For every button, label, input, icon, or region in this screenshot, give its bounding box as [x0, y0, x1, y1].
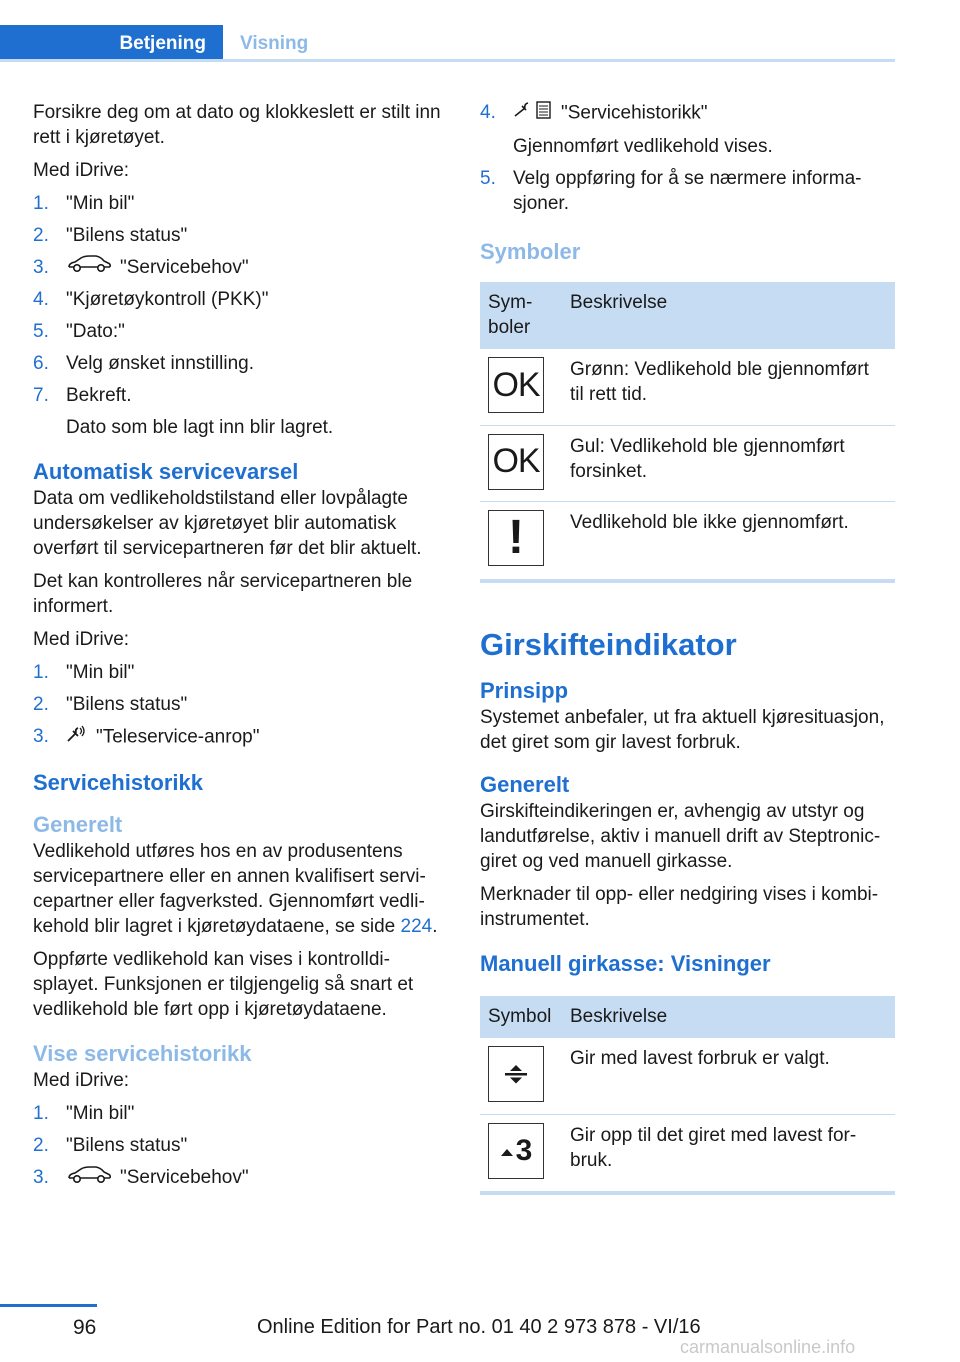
gear-general-text: Girskifteindikeringen er, avhengig av utstyr og landutførelse, aktiv i manuell drift av Steptronic-giret og ved manuell girkasse. — [480, 801, 881, 872]
list-item: 6. Velg ønsket innstilling. — [33, 353, 254, 375]
gear-general-text-2: Merknader til opp- eller nedgiring vises i kombi-instrumentet. — [480, 884, 879, 930]
table-header-symbols: Symboler — [480, 282, 562, 349]
subheading-principle: Prinsipp — [480, 678, 569, 703]
gear-optimal-icon — [488, 1046, 544, 1102]
page-number: 96 — [73, 1316, 97, 1339]
header-rule — [0, 59, 895, 62]
steps-list-3 — [33, 1101, 448, 1190]
subheading-general: Generelt — [33, 812, 123, 838]
section-heading-auto-service: Automatisk servicevarsel — [33, 459, 299, 485]
list-item: 3. "Servicebehov" — [33, 1165, 448, 1190]
steps-list-continued — [480, 100, 895, 216]
subheading-symbols: Symboler — [480, 239, 581, 264]
exclamation-icon: ! — [488, 510, 544, 566]
ok-yellow-icon: OK — [488, 434, 544, 490]
table-cell-description: Gir opp til det giret med lavest forbruk. — [562, 1114, 895, 1193]
table-cell-description: Gir med lavest forbruk er valgt. — [562, 1038, 895, 1114]
list-item: 3. "Teleservice-anrop" — [33, 724, 448, 751]
list-item: 2. "Bilens status" — [33, 694, 188, 716]
section-title-gear-indicator: Girskifteindikator — [480, 627, 737, 662]
list-item: 7. Bekreft. Dato som ble lagt inn blir lagret. — [33, 385, 334, 439]
list-item: 2. "Bilens status" — [33, 1135, 188, 1157]
table-header-symbol: Symbol — [480, 996, 562, 1038]
intro-text: Forsikre deg om at dato og klokkeslett er stilt inn rett i kjøretøyet. — [33, 102, 441, 148]
auto-service-text-2: Det kan kontrolleres når servicepartneren ble informert. — [33, 571, 413, 618]
gear-symbols-table — [480, 996, 895, 1195]
subheading-manual-gearbox: Manuell girkasse: Visninger — [480, 951, 771, 976]
list-item: 3. "Servicebehov" — [33, 255, 448, 280]
gear-up-3-icon: 3 — [488, 1123, 544, 1179]
list-item: 4. "Servicehistorikk" Gjennomført vedlikehold vises. — [480, 102, 773, 157]
edition-text: Online Edition for Part no. 01 40 2 973 878 - VI/16 — [257, 1316, 701, 1338]
table-header-description: Beskrivelse — [562, 996, 895, 1038]
list-item: 2. "Bilens status" — [33, 225, 188, 246]
car-icon — [66, 255, 112, 280]
left-column — [33, 100, 448, 1205]
med-idrive-label: Med iDrive: — [33, 160, 130, 181]
page-link-224[interactable]: 224 — [400, 916, 433, 938]
table-cell-description: Gul: Vedlikehold ble gjennomført forsinket. — [562, 425, 895, 501]
watermark: carmanualsonline.info — [680, 1337, 856, 1357]
section-heading-service-history: Servicehistorikk — [33, 770, 203, 796]
table-row — [480, 501, 895, 581]
teleservice-icon — [66, 724, 88, 751]
med-idrive-label: Med iDrive: — [33, 629, 130, 651]
table-header-description: Beskrivelse — [562, 282, 895, 349]
principle-text: Systemet anbefaler, ut fra aktuell kjøresituasjon, det giret som gir lavest forbruk. — [480, 707, 885, 753]
list-item: 5. "Dato:" — [33, 321, 125, 343]
subheading-show-history: Vise servicehistorikk — [33, 1041, 252, 1067]
general-text: Vedlikehold utføres hos en av produsentens servicepartnere eller en annen kvalifisert servicepartner eller fagverksted. Gjennomført vedlikehold blir lagret i kjøretøydataene, se side 224. — [33, 841, 438, 938]
general-text-2: Oppførte vedlikehold kan vises i kontrolldisplayet. Funksjonen er tilgjengelig så snart et vedlikehold ble ført opp i kjøretøydataene. — [33, 949, 414, 1021]
subheading-general-gear: Generelt — [480, 772, 570, 797]
tab-betjening[interactable]: Betjening — [0, 25, 223, 62]
table-cell-description: Vedlikehold ble ikke gjennomført. — [562, 501, 895, 581]
list-item: 1. "Min bil" — [33, 193, 135, 214]
table-cell-description: Grønn: Vedlikehold ble gjennomført til rett tid. — [562, 349, 895, 425]
table-row — [480, 1114, 895, 1193]
list-item: 4. "Kjøretøykontroll (PKK)" — [33, 289, 269, 311]
page-header — [0, 0, 895, 62]
right-column — [480, 100, 895, 1195]
list-item: 5. Velg oppføring for å se nærmere informasjoner. — [480, 168, 862, 214]
auto-service-text: Data om vedlikeholdstilstand eller lovpålagte undersøkelser av kjøretøyet blir automatisk overført til servicepartneren før det blir aktuelt. — [33, 488, 422, 560]
med-idrive-label: Med iDrive: — [33, 1070, 130, 1092]
car-icon — [66, 1166, 112, 1191]
tab-visning[interactable]: Visning — [240, 32, 309, 54]
footer-rule — [0, 1304, 97, 1307]
table-row — [480, 1038, 895, 1114]
list-item: 1. "Min bil" — [33, 662, 135, 684]
symbols-table — [480, 282, 895, 583]
table-row — [480, 425, 895, 501]
list-item: 1. "Min bil" — [33, 1103, 135, 1125]
steps-list-2 — [33, 660, 448, 751]
service-history-icon — [513, 100, 553, 127]
steps-list-1 — [33, 191, 448, 440]
table-row — [480, 349, 895, 425]
ok-green-icon: OK — [488, 357, 544, 413]
